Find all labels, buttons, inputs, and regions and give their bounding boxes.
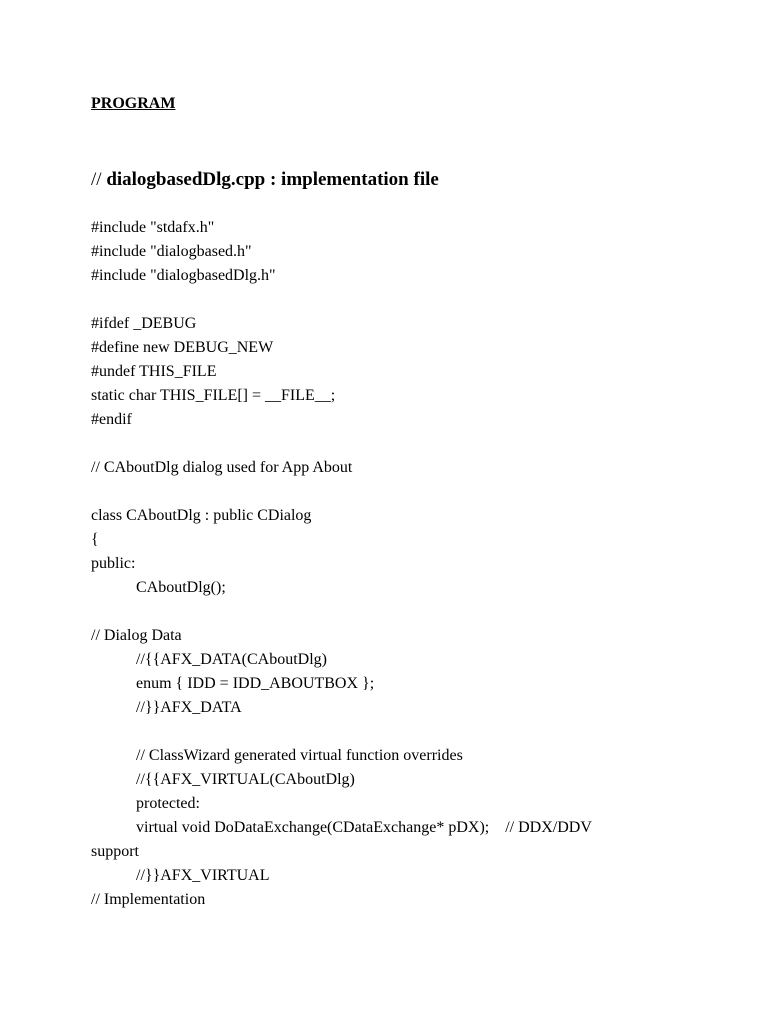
code-line: { xyxy=(91,531,99,548)
code-line: #include "stdafx.h" xyxy=(91,219,215,236)
code-line: public: xyxy=(91,555,136,572)
code-line: //}}AFX_VIRTUAL xyxy=(136,867,270,884)
code-line: protected: xyxy=(136,795,200,812)
code-line: virtual void DoDataExchange(CDataExchange* pDX); // DDX/DDV xyxy=(136,819,592,836)
code-line: #define new DEBUG_NEW xyxy=(91,339,274,356)
code-line: support xyxy=(91,843,139,860)
code-line: //}}AFX_DATA xyxy=(136,699,242,716)
code-line: #include "dialogbased.h" xyxy=(91,243,252,260)
code-line: // ClassWizard generated virtual function overrides xyxy=(136,747,463,764)
code-line: enum { IDD = IDD_ABOUTBOX }; xyxy=(136,675,375,692)
code-line: class CAboutDlg : public CDialog xyxy=(91,507,312,524)
code-line: static char THIS_FILE[] = __FILE__; xyxy=(91,387,336,404)
code-line: //{{AFX_VIRTUAL(CAboutDlg) xyxy=(136,771,355,788)
program-heading: PROGRAM xyxy=(91,95,176,112)
code-line: //{{AFX_DATA(CAboutDlg) xyxy=(136,651,327,668)
code-line: #include "dialogbasedDlg.h" xyxy=(91,267,276,284)
code-line: #undef THIS_FILE xyxy=(91,363,217,380)
code-line: // Implementation xyxy=(91,891,206,908)
file-header-prefix: // xyxy=(91,169,107,190)
file-header-title: dialogbasedDlg.cpp : implementation file xyxy=(106,169,439,190)
code-line: CAboutDlg(); xyxy=(136,579,226,596)
file-header xyxy=(91,167,439,193)
code-line: // CAboutDlg dialog used for App About xyxy=(91,459,353,476)
code-line: // Dialog Data xyxy=(91,627,182,644)
code-line: #ifdef _DEBUG xyxy=(91,315,197,332)
code-line: #endif xyxy=(91,411,132,428)
